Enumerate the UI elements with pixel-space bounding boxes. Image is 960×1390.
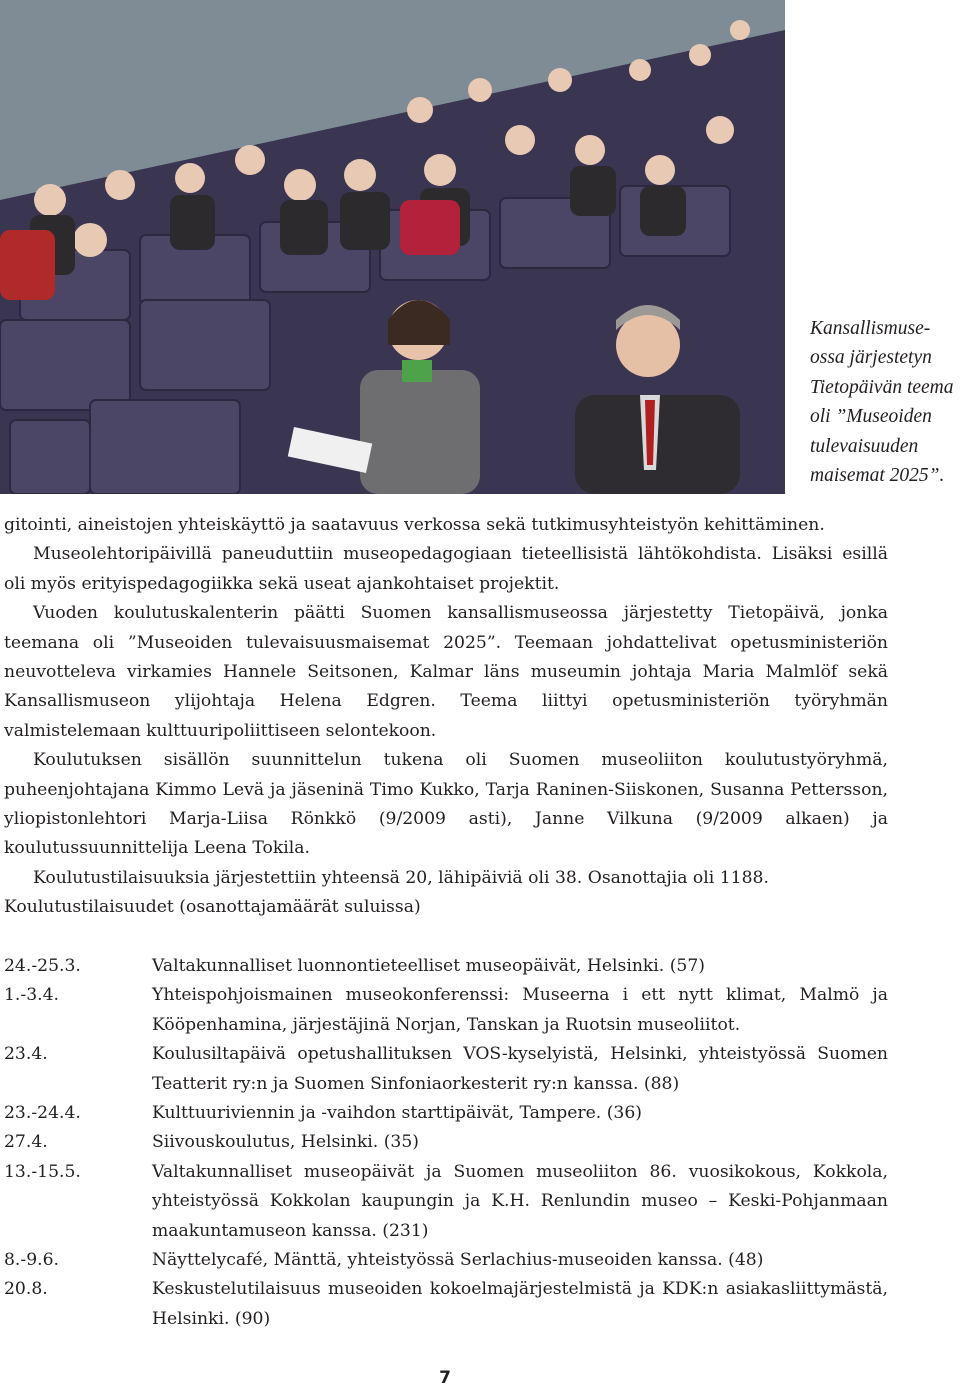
event-date: 13.-15.5. xyxy=(4,1161,81,1182)
event-text: Kulttuuriviennin ja -vaihdon starttipäivät, Tampere. (36) xyxy=(152,1103,642,1124)
caption-line: Tietopäivän teema xyxy=(810,376,954,398)
event-item xyxy=(4,1158,888,1246)
paragraph: Vuoden koulutuskalenterin päätti Suomen kansallismuseossa järjestetty Tietopäivä, jonka teemana oli ”Museoiden tulevaisuusmaisemat 2025”. Teemaan johdattelivat opetusministeriön neuvotteleva virkamies Hannele Seitsonen, Kalmar läns museumin johtaja Maria Malmlöf sekä Kansallismuseon ylijohtaja Helena Edgren. Teema liittyi opetusministeriön työryhmän valmistelemaan kulttuuripoliittiseen selontekoon. xyxy=(4,603,888,741)
event-item xyxy=(4,1128,888,1157)
caption-line: Kansallismuse- xyxy=(810,318,931,339)
paragraph: Koulutustilaisuuksia järjestettiin yhteensä 20, lähipäiviä oli 38. Osanottajia oli 1188. xyxy=(33,867,769,888)
event-text: Valtakunnalliset luonnontieteelliset museopäivät, Helsinki. (57) xyxy=(152,956,706,976)
event-date: 23.4. xyxy=(4,1044,48,1065)
caption-line: ossa järjestetyn xyxy=(810,347,932,369)
paragraph: gitointi, aineistojen yhteiskäyttö ja saatavuus verkossa sekä tutkimusyhteistyön kehittäminen. xyxy=(4,515,825,535)
section-heading: Koulutustilaisuudet (osanottajamäärät suluissa) xyxy=(4,897,421,918)
event-text: Valtakunnalliset museopäivät ja Suomen museoliiton 86. vuosikokous, Kokkola, yhteistyössä Kokkolan kaupungin ja K.H. Renlundin museo – Keski-Pohjanmaan maakuntamuseon kanssa. (231) xyxy=(152,1161,888,1241)
caption-line: oli ”Museoiden xyxy=(810,406,932,428)
event-item xyxy=(4,952,888,981)
photo-caption xyxy=(810,314,960,490)
event-date: 8.-9.6. xyxy=(4,1250,60,1271)
event-item xyxy=(4,1099,888,1128)
event-item xyxy=(4,1040,888,1099)
body-text xyxy=(4,511,888,923)
event-text: Yhteispohjoismainen museokonferenssi: Museerna i ett nytt klimat, Malmö ja Kööpenhamina, järjestäjinä Norjan, Tanskan ja Ruotsin museoliitot. xyxy=(152,985,888,1035)
event-date: 27.4. xyxy=(4,1132,48,1153)
event-date: 1.-3.4. xyxy=(4,985,60,1006)
event-text: Näyttelycafé, Mänttä, yhteistyössä Serlachius-museoiden kanssa. (48) xyxy=(152,1250,764,1271)
caption-line: tulevaisuuden xyxy=(810,435,919,457)
paragraph: Koulutuksen sisällön suunnittelun tukena oli Suomen museoliiton koulutustyöryhmä, puheenjohtajana Kimmo Levä ja jäseninä Timo Kukko, Tarja Raninen-Siiskonen, Susanna Pettersson, yliopistonlehtori Marja-Liisa Rönkkö (9/2009 asti), Janne Vilkuna (9/2009 alkaen) ja koulutussuunnittelija Leena Tokila. xyxy=(4,750,888,859)
paragraph: Museolehtoripäivillä paneuduttiin museopedagogiaan tieteellisistä lähtökohdista. Lisäksi esillä oli myös erityispedagogiikka sekä useat ajankohtaiset projektit. xyxy=(4,544,888,594)
audience-photo xyxy=(0,0,785,494)
photo-illustration xyxy=(0,0,785,494)
event-text: Koulusiltapäivä opetushallituksen VOS-kyselyistä, Helsinki, yhteistyössä Suomen Teatterit ry:n ja Suomen Sinfoniaorkesterit ry:n kanssa. (88) xyxy=(152,1044,888,1094)
event-date: 20.8. xyxy=(4,1279,48,1300)
event-item xyxy=(4,981,888,1040)
event-list xyxy=(4,952,888,1334)
event-date: 23.-24.4. xyxy=(4,1103,81,1124)
event-date: 24.-25.3. xyxy=(4,956,81,976)
event-text: Siivouskoulutus, Helsinki. (35) xyxy=(152,1132,420,1153)
caption-line: maisemat 2025”. xyxy=(810,465,945,487)
event-item xyxy=(4,1275,888,1334)
page-number: 7 xyxy=(439,1368,451,1388)
event-text: Keskustelutilaisuus museoiden kokoelmajärjestelmistä ja KDK:n asiakasliittymästä, Helsinki. (90) xyxy=(152,1279,888,1329)
event-item xyxy=(4,1246,888,1275)
